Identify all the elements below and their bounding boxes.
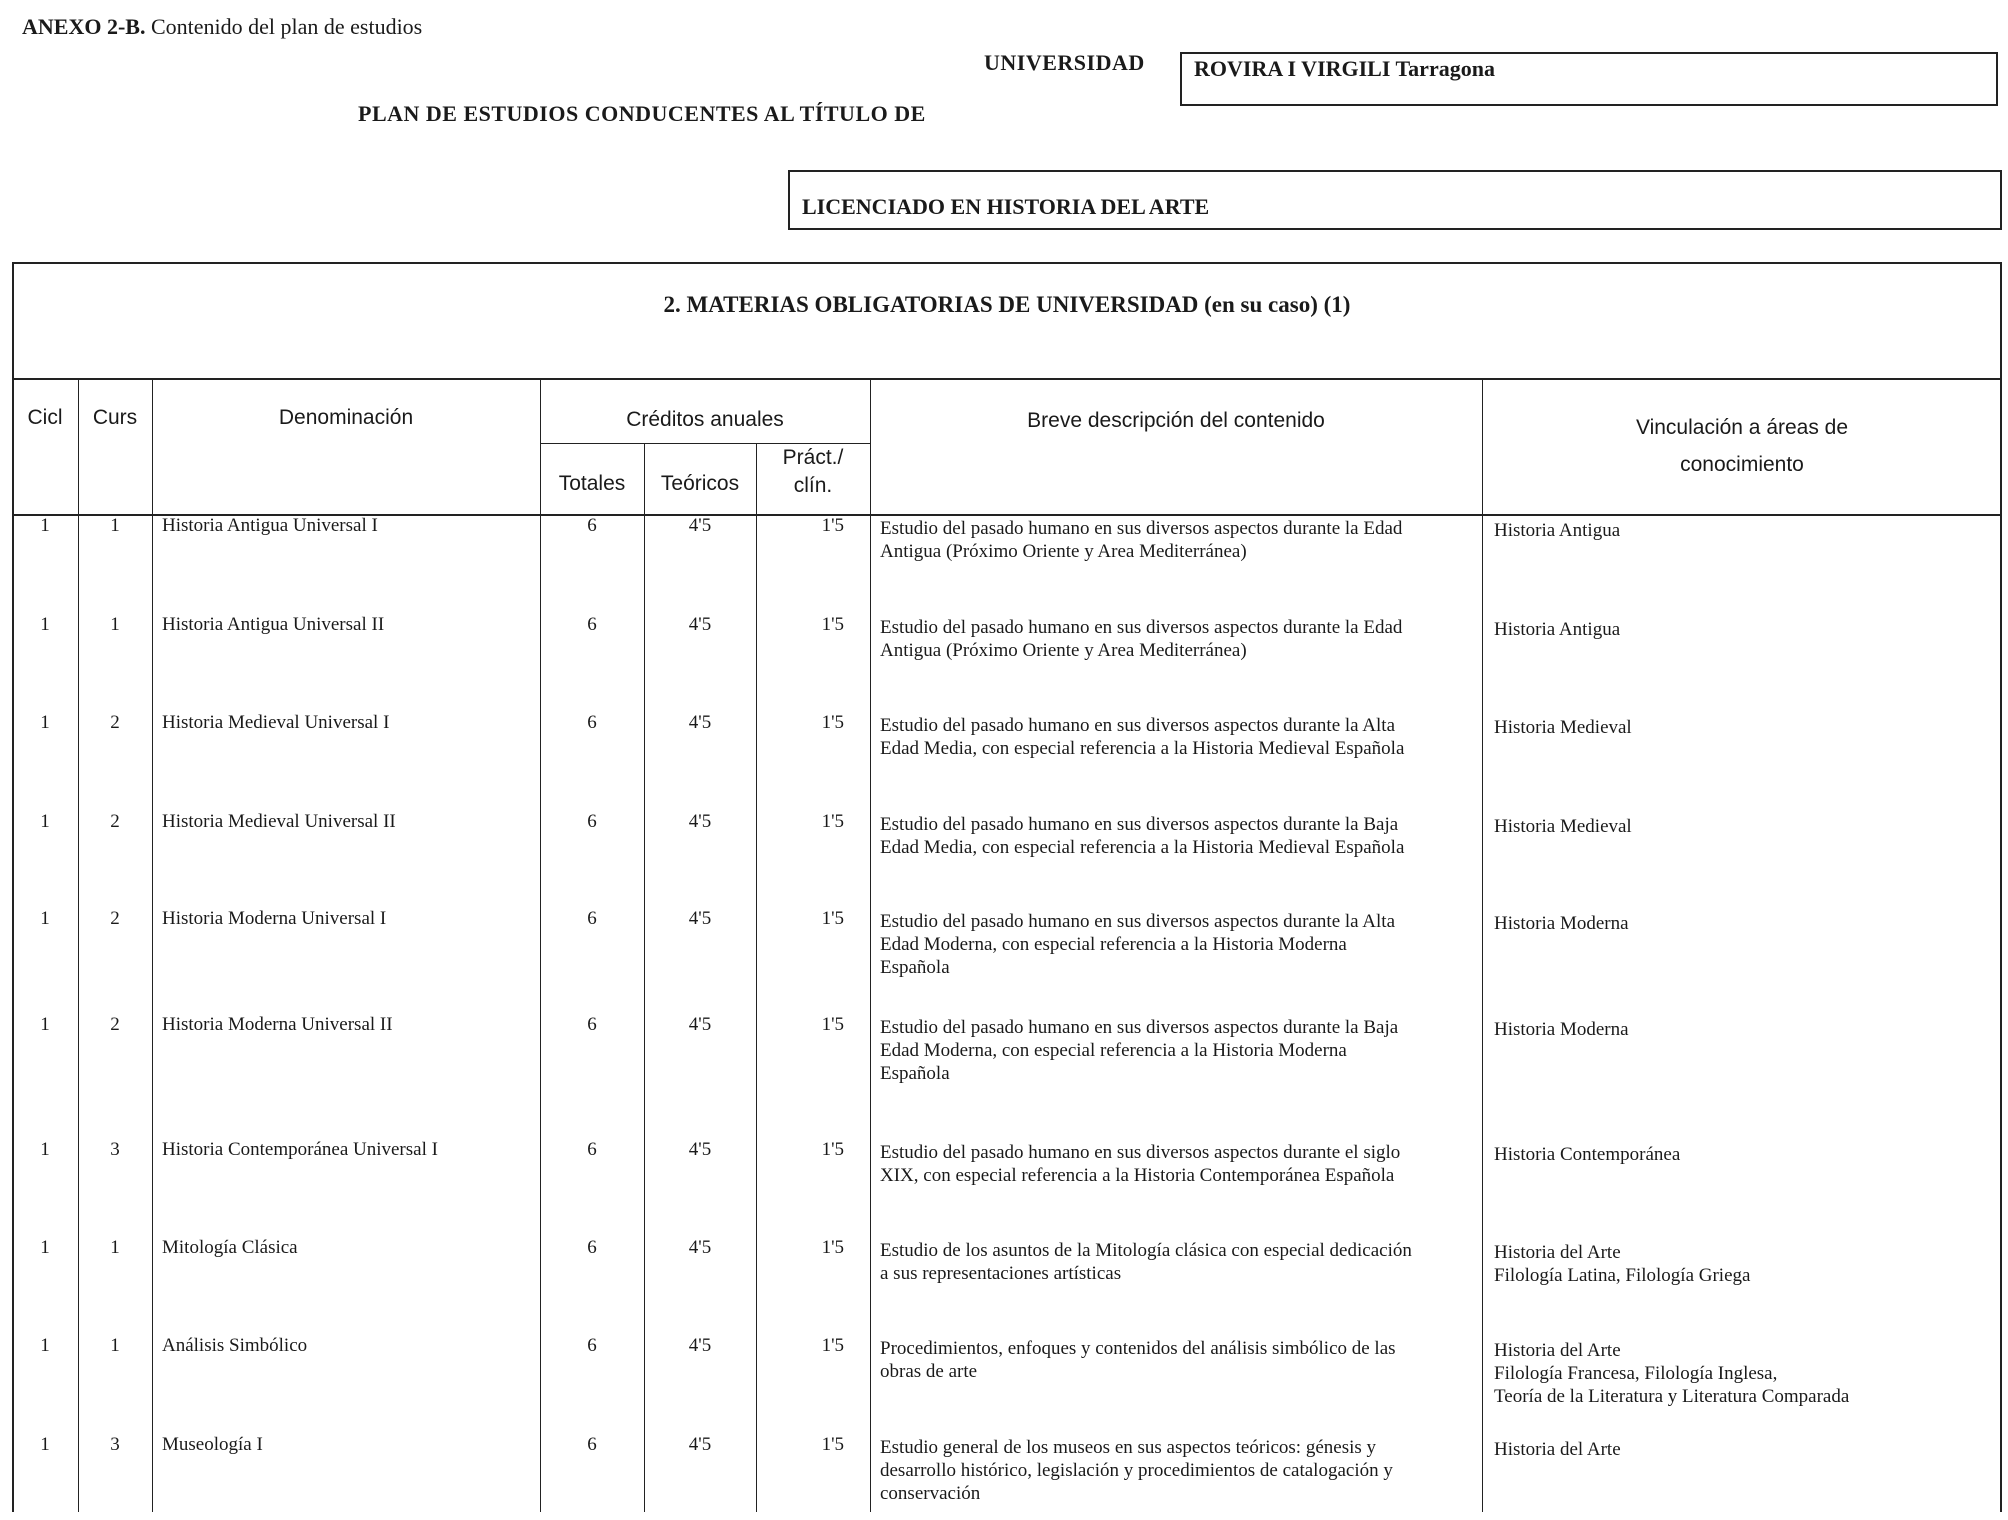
area-line: Historia Moderna xyxy=(1494,913,1629,934)
descripcion-cell xyxy=(880,1141,1478,1187)
practicos-cell: 1'5 xyxy=(821,1014,844,1035)
header-practicos-line-1: Práct./ xyxy=(782,446,844,469)
areas-cell xyxy=(1494,716,1994,739)
descripcion-line: Edad Media, con especial referencia a la Historia Medieval Española xyxy=(880,738,1405,759)
header-totales: Totales xyxy=(558,472,626,495)
curs-cell: 2 xyxy=(110,712,120,733)
column-divider xyxy=(870,378,871,1512)
denominacion-cell: Historia Antigua Universal I xyxy=(162,515,378,536)
area-line: Historia Medieval xyxy=(1494,816,1632,837)
totales-cell: 6 xyxy=(587,1014,597,1035)
denominacion-cell: Museología I xyxy=(162,1434,263,1455)
curs-cell: 1 xyxy=(110,1237,120,1258)
header-cicl: Cicl xyxy=(27,406,63,429)
practicos-cell: 1'5 xyxy=(821,811,844,832)
practicos-cell: 1'5 xyxy=(821,908,844,929)
practicos-cell: 1'5 xyxy=(821,712,844,733)
header-creditos: Créditos anuales xyxy=(626,408,784,431)
descripcion-line: Estudio del pasado humano en sus diversos aspectos durante la Edad xyxy=(880,518,1403,539)
descripcion-cell xyxy=(880,910,1478,979)
area-line: Historia Contemporánea xyxy=(1494,1144,1681,1165)
descripcion-line: Edad Media, con especial referencia a la Historia Medieval Española xyxy=(880,837,1405,858)
university-name: ROVIRA I VIRGILI Tarragona xyxy=(1194,56,1495,81)
area-line: Filología Latina, Filología Griega xyxy=(1494,1265,1751,1286)
practicos-cell: 1'5 xyxy=(821,1139,844,1160)
practicos-cell: 1'5 xyxy=(821,614,844,635)
descripcion-line: Estudio del pasado humano en sus diversos aspectos durante la Baja xyxy=(880,1017,1399,1038)
descripcion-line: Estudio del pasado humano en sus diversos aspectos durante la Baja xyxy=(880,814,1399,835)
teoricos-cell: 4'5 xyxy=(688,515,712,536)
area-line: Historia Moderna xyxy=(1494,1019,1629,1040)
totales-cell: 6 xyxy=(587,1237,597,1258)
totales-cell: 6 xyxy=(587,515,597,536)
university-label: UNIVERSIDAD xyxy=(984,50,1145,75)
area-line: Historia Antigua xyxy=(1494,619,1621,640)
practicos-cell: 1'5 xyxy=(821,1335,844,1356)
curs-cell: 2 xyxy=(110,811,120,832)
areas-cell xyxy=(1494,1143,1994,1166)
cicl-cell: 1 xyxy=(40,1139,50,1160)
area-line: Teoría de la Literatura y Literatura Comparada xyxy=(1494,1386,1850,1407)
teoricos-cell: 4'5 xyxy=(688,1434,712,1455)
totales-cell: 6 xyxy=(587,1139,597,1160)
descripcion-line: desarrollo histórico, legislación y procedimientos de catalogación y xyxy=(880,1460,1393,1481)
areas-cell xyxy=(1494,1339,1994,1408)
denominacion-cell: Historia Contemporánea Universal I xyxy=(162,1139,438,1160)
area-line: Historia del Arte xyxy=(1494,1439,1621,1460)
descripcion-cell xyxy=(880,1239,1478,1285)
descripcion-cell xyxy=(880,616,1478,662)
descripcion-cell xyxy=(880,1016,1478,1085)
descripcion-line: Antigua (Próximo Oriente y Area Mediterránea) xyxy=(880,640,1247,661)
denominacion-cell: Historia Moderna Universal II xyxy=(162,1014,393,1035)
denominacion-cell: Análisis Simbólico xyxy=(162,1335,308,1356)
curs-cell: 3 xyxy=(110,1434,120,1455)
descripcion-line: conservación xyxy=(880,1483,981,1504)
totales-cell: 6 xyxy=(587,614,597,635)
denominacion-cell: Historia Medieval Universal II xyxy=(162,811,396,832)
practicos-cell: 1'5 xyxy=(821,1237,844,1258)
descripcion-line: Estudio del pasado humano en sus diversos aspectos durante la Edad xyxy=(880,617,1403,638)
column-divider xyxy=(1482,378,1483,1512)
areas-cell xyxy=(1494,1241,1994,1287)
cicl-cell: 1 xyxy=(40,614,50,635)
header-descripcion: Breve descripción del contenido xyxy=(1027,409,1325,432)
teoricos-cell: 4'5 xyxy=(688,712,712,733)
column-divider xyxy=(152,378,153,1512)
teoricos-cell: 4'5 xyxy=(688,1014,712,1035)
degree-title: LICENCIADO EN HISTORIA DEL ARTE xyxy=(802,194,1210,219)
area-line: Historia del Arte xyxy=(1494,1340,1621,1361)
cicl-cell: 1 xyxy=(40,1237,50,1258)
header-practicos-line-2: clín. xyxy=(793,474,833,497)
denominacion-cell: Historia Antigua Universal II xyxy=(162,614,385,635)
cicl-cell: 1 xyxy=(40,1434,50,1455)
cicl-cell: 1 xyxy=(40,1335,50,1356)
area-line: Filología Francesa, Filología Inglesa, xyxy=(1494,1363,1778,1384)
descripcion-cell xyxy=(880,813,1478,859)
practicos-cell: 1'5 xyxy=(821,1434,844,1455)
totales-cell: 6 xyxy=(587,1434,597,1455)
totales-cell: 6 xyxy=(587,1335,597,1356)
annex-heading xyxy=(22,14,422,40)
teoricos-cell: 4'5 xyxy=(688,1335,712,1356)
teoricos-cell: 4'5 xyxy=(688,614,712,635)
area-line: Historia Medieval xyxy=(1494,717,1632,738)
column-divider xyxy=(540,378,541,1512)
totales-cell: 6 xyxy=(587,811,597,832)
header-curs: Curs xyxy=(92,406,138,429)
areas-cell xyxy=(1494,519,1994,542)
header-vinculacion xyxy=(1484,409,2000,483)
areas-cell xyxy=(1494,912,1994,935)
cicl-cell: 1 xyxy=(40,515,50,536)
annex-subtitle: Contenido del plan de estudios xyxy=(150,14,423,39)
descripcion-cell xyxy=(880,1436,1478,1505)
header-vinculacion-line-1: Vinculación a áreas de xyxy=(1635,416,1849,439)
column-divider xyxy=(644,443,645,1512)
curs-cell: 2 xyxy=(110,908,120,929)
teoricos-cell: 4'5 xyxy=(688,1237,712,1258)
descripcion-line: Estudio del pasado humano en sus diversos aspectos durante el siglo xyxy=(880,1142,1401,1163)
descripcion-line: Estudio del pasado humano en sus diversos aspectos durante la Alta xyxy=(880,715,1396,736)
header-denominacion: Denominación xyxy=(278,406,414,429)
header-teoricos: Teóricos xyxy=(660,472,740,495)
area-line: Historia del Arte xyxy=(1494,1242,1621,1263)
header-top-rule xyxy=(12,378,2002,380)
cicl-cell: 1 xyxy=(40,712,50,733)
university-name-box xyxy=(1180,52,1998,106)
header-vinculacion-line-2: conocimiento xyxy=(1680,453,1804,476)
descripcion-line: Estudio general de los museos en sus aspectos teóricos: génesis y xyxy=(880,1437,1377,1458)
teoricos-cell: 4'5 xyxy=(688,811,712,832)
areas-cell xyxy=(1494,1018,1994,1041)
descripcion-line: Española xyxy=(880,957,950,978)
denominacion-cell: Historia Medieval Universal I xyxy=(162,712,390,733)
cicl-cell: 1 xyxy=(40,811,50,832)
curs-cell: 1 xyxy=(110,614,120,635)
denominacion-cell: Mitología Clásica xyxy=(162,1237,298,1258)
descripcion-line: Estudio del pasado humano en sus diversos aspectos durante la Alta xyxy=(880,911,1396,932)
teoricos-cell: 4'5 xyxy=(688,1139,712,1160)
descripcion-line: Española xyxy=(880,1063,950,1084)
curs-cell: 1 xyxy=(110,1335,120,1356)
areas-cell xyxy=(1494,815,1994,838)
descripcion-line: XIX, con especial referencia a la Historia Contemporánea Española xyxy=(880,1165,1395,1186)
practicos-cell: 1'5 xyxy=(821,515,844,536)
descripcion-line: Edad Moderna, con especial referencia a la Historia Moderna xyxy=(880,1040,1347,1061)
descripcion-line: Edad Moderna, con especial referencia a la Historia Moderna xyxy=(880,934,1347,955)
column-divider xyxy=(78,378,79,1512)
header-practicos xyxy=(758,444,868,500)
descripcion-cell xyxy=(880,517,1478,563)
descripcion-line: Estudio de los asuntos de la Mitología clásica con especial dedicación xyxy=(880,1240,1412,1261)
descripcion-line: Procedimientos, enfoques y contenidos del análisis simbólico de las xyxy=(880,1338,1396,1359)
descripcion-cell xyxy=(880,714,1478,760)
descripcion-line: obras de arte xyxy=(880,1361,978,1382)
plan-title: PLAN DE ESTUDIOS CONDUCENTES AL TÍTULO DE xyxy=(358,101,926,126)
cicl-cell: 1 xyxy=(40,908,50,929)
column-divider xyxy=(756,443,757,1512)
descripcion-cell xyxy=(880,1337,1478,1383)
curs-cell: 1 xyxy=(110,515,120,536)
areas-cell xyxy=(1494,1438,1994,1461)
totales-cell: 6 xyxy=(587,712,597,733)
denominacion-cell: Historia Moderna Universal I xyxy=(162,908,387,929)
cicl-cell: 1 xyxy=(40,1014,50,1035)
curs-cell: 3 xyxy=(110,1139,120,1160)
annex-label: ANEXO 2-B. xyxy=(22,14,146,39)
area-line: Historia Antigua xyxy=(1494,520,1621,541)
degree-title-box xyxy=(788,170,2002,230)
totales-cell: 6 xyxy=(587,908,597,929)
section-title: 2. MATERIAS OBLIGATORIAS DE UNIVERSIDAD (en su caso) (1) xyxy=(663,292,1351,317)
curs-cell: 2 xyxy=(110,1014,120,1035)
descripcion-line: Antigua (Próximo Oriente y Area Mediterránea) xyxy=(880,541,1247,562)
areas-cell xyxy=(1494,618,1994,641)
descripcion-line: a sus representaciones artísticas xyxy=(880,1263,1122,1284)
teoricos-cell: 4'5 xyxy=(688,908,712,929)
